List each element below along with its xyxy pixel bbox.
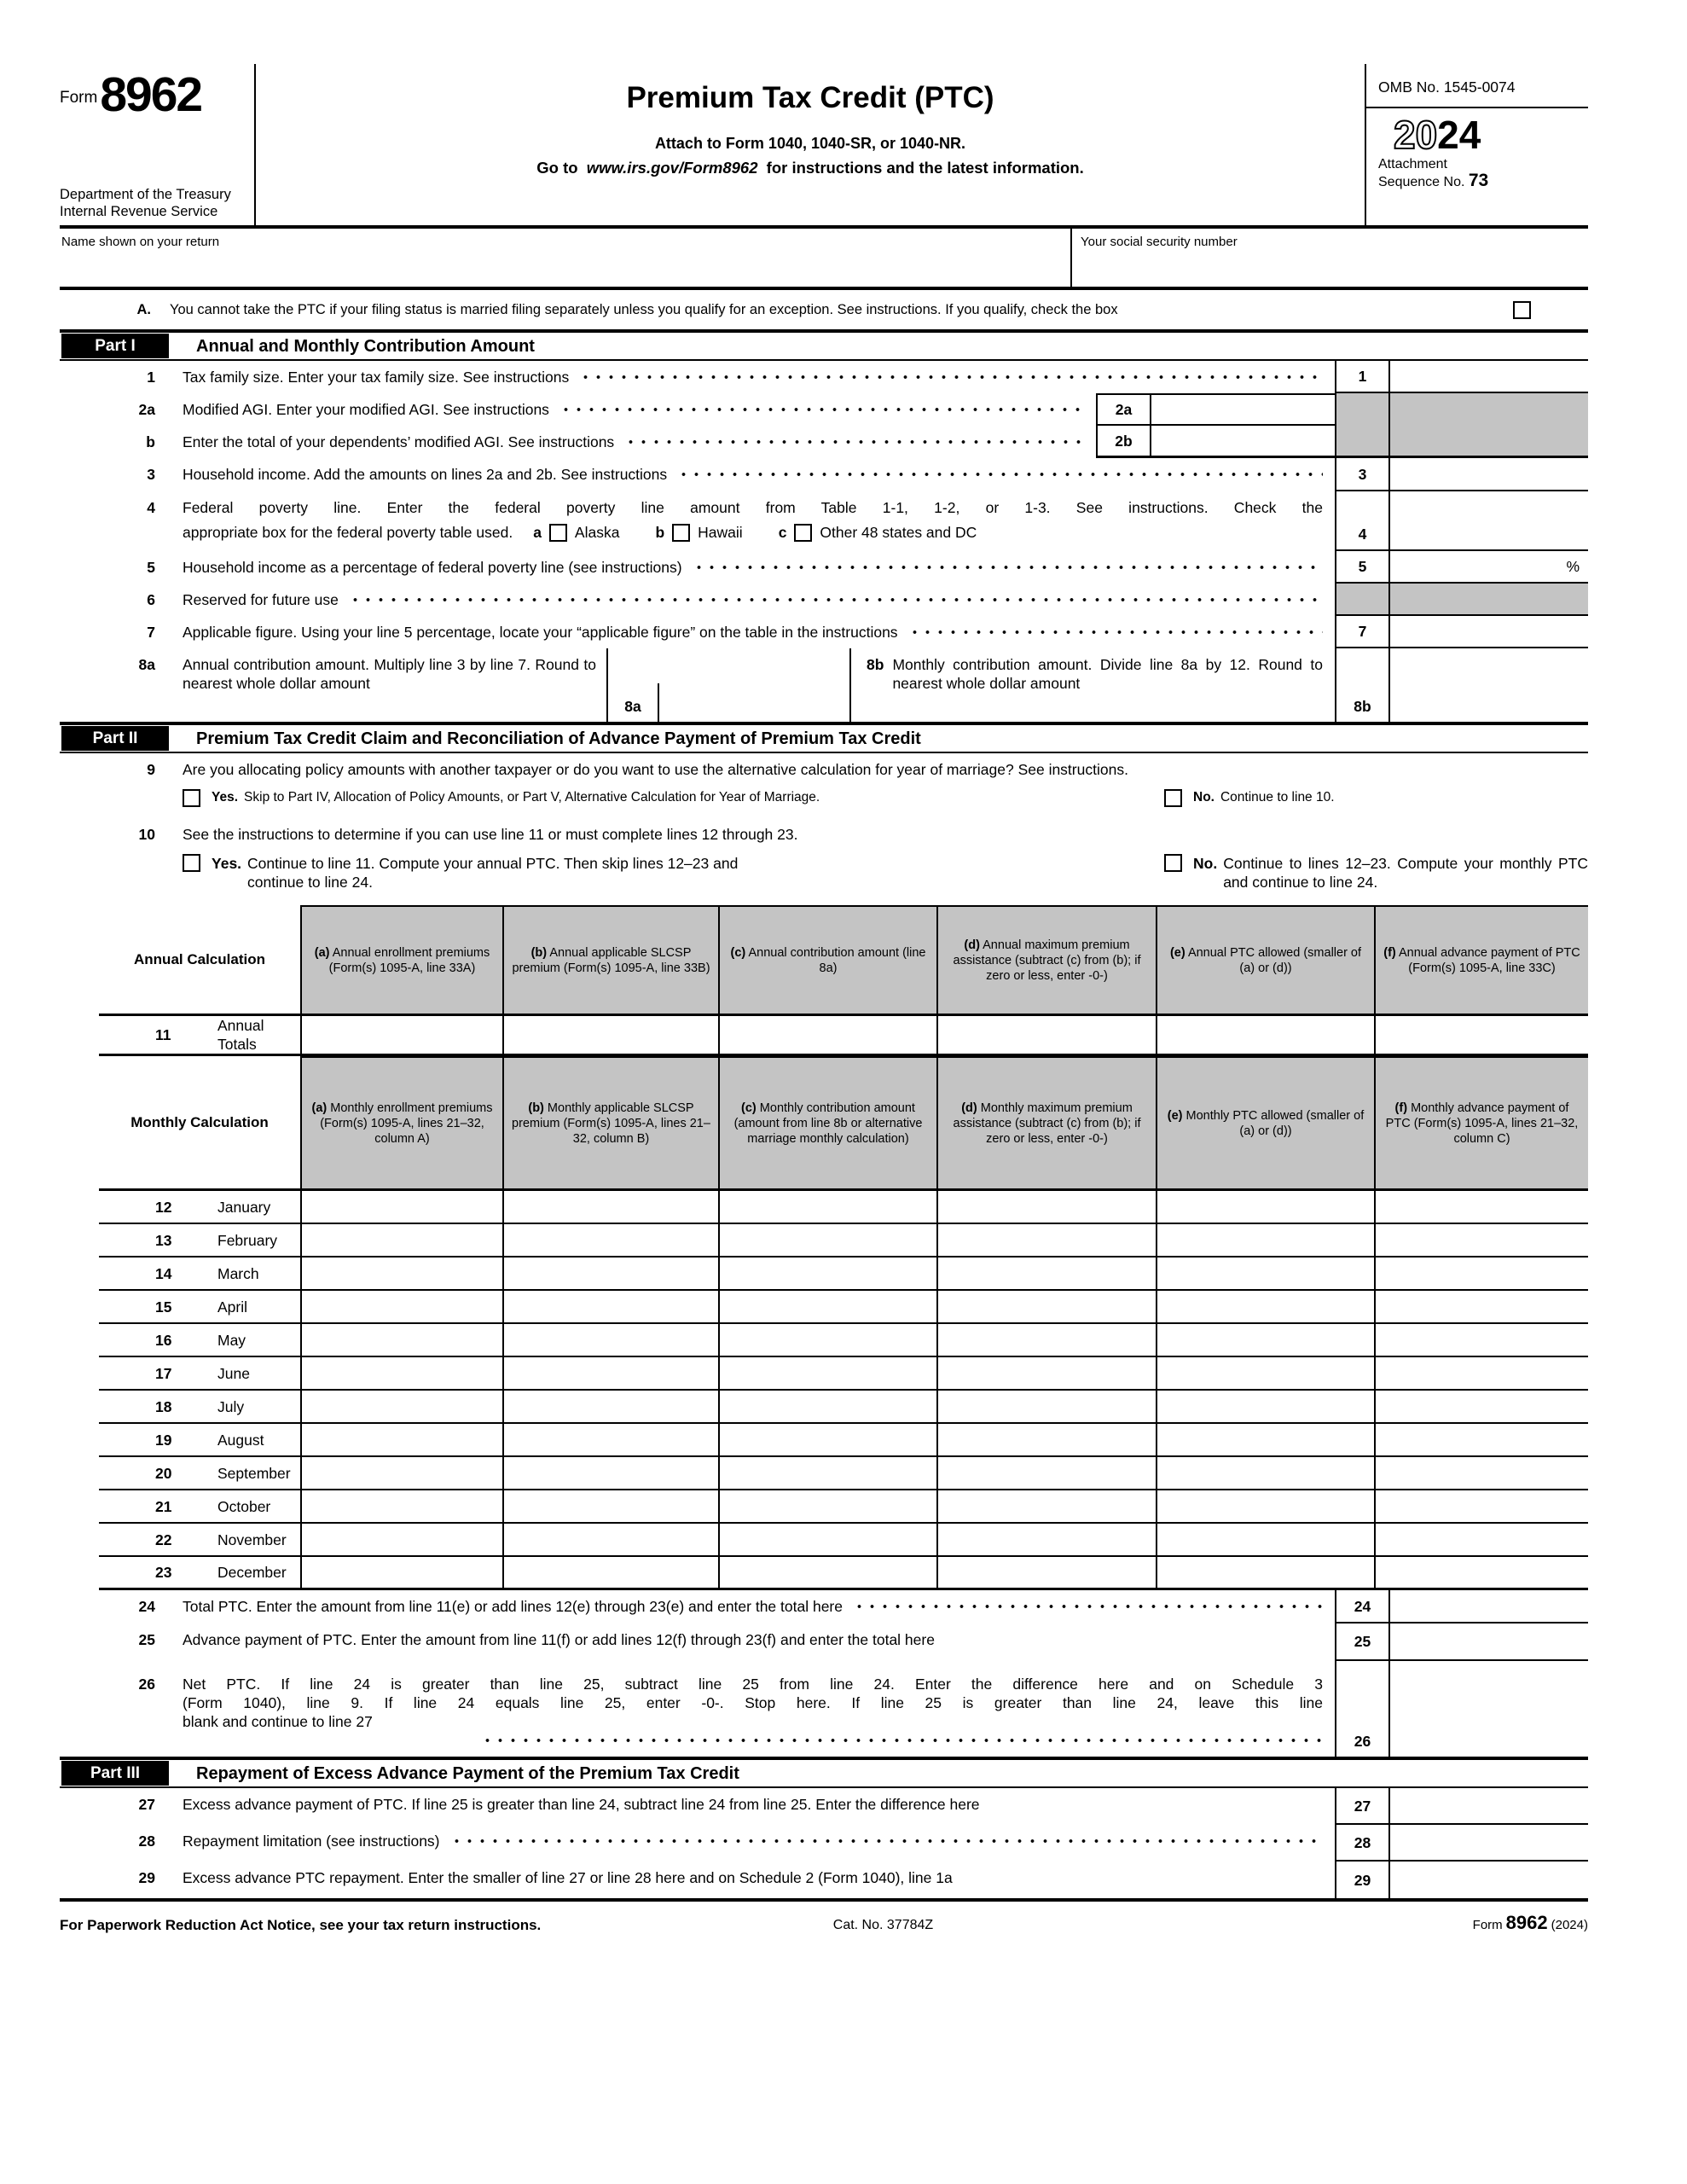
line-1-text: Tax family size. Enter your tax family size. See instructions [183, 369, 570, 386]
annual-cell-f[interactable] [1374, 1016, 1588, 1054]
table-cell[interactable] [718, 1291, 936, 1322]
line-9-yes-text: Skip to Part IV, Allocation of Policy Amounts, or Part V, Alternative Calculation for Year of Marriage. [244, 790, 820, 804]
part3-lines [60, 1788, 1588, 1902]
table-cell[interactable] [300, 1424, 502, 1455]
table-cell[interactable] [718, 1557, 936, 1588]
table-cell[interactable] [502, 1490, 718, 1522]
table-cell[interactable] [718, 1457, 936, 1489]
table-cell[interactable] [1374, 1291, 1588, 1322]
table-cell[interactable] [936, 1324, 1156, 1356]
line-1-boxlabel: 1 [1335, 361, 1390, 393]
line-9-no-checkbox[interactable] [1164, 789, 1182, 807]
line-4-text-1: Federal poverty line. Enter the federal poverty line amount from Table 1-1, 1-2, or 1-3. See instructions. Check the [183, 499, 1323, 516]
dot-leader [853, 1597, 1323, 1616]
part2-label: Part II [61, 726, 169, 751]
table-cell[interactable] [718, 1224, 936, 1256]
table-cell[interactable] [300, 1258, 502, 1289]
line-5-boxlabel: 5 [1335, 551, 1390, 584]
married-filing-separately-exception-checkbox[interactable] [1513, 301, 1531, 319]
dot-leader [908, 623, 1323, 642]
line-8a-entry[interactable] [658, 648, 851, 722]
name-input[interactable] [61, 252, 1070, 287]
line-4-text-2: appropriate box for the federal poverty table used. [183, 524, 513, 541]
table-cell[interactable] [300, 1191, 502, 1223]
other-48-states-label: Other 48 states and DC [820, 524, 977, 541]
goto-prefix: Go to [536, 159, 578, 177]
line-6-shaded [1335, 584, 1390, 616]
line-7-entry[interactable] [1390, 616, 1588, 648]
table-cell[interactable] [1156, 1224, 1374, 1256]
dot-leader [677, 465, 1323, 484]
annual-col-a-header: (a) Annual enrollment premiums (Form(s) 1095-A, line 33A) [300, 905, 502, 1014]
line-9-yes-checkbox[interactable] [183, 789, 200, 807]
table-cell[interactable] [1156, 1291, 1374, 1322]
line-29-boxlabel: 29 [1335, 1862, 1390, 1898]
table-cell[interactable] [936, 1524, 1156, 1555]
line-25-entry[interactable] [1390, 1623, 1588, 1661]
line-4-entry[interactable] [1390, 491, 1588, 551]
form-number: 8962 [100, 67, 202, 122]
tax-year: 2024 [1394, 113, 1481, 157]
line-8b-number: 8b [867, 656, 884, 673]
form-word: Form [60, 89, 98, 107]
month-row-september: 20 September [99, 1457, 1588, 1490]
table-cell[interactable] [1156, 1357, 1374, 1389]
line-4: 4 Federal poverty line. Enter the federal poverty line amount from Table 1-1, 1-2, or 1-3. See instructions. Check the appropriate box for the federal poverty table used. a Alaska b Hawaii c Other 48 states and DC 4 [60, 491, 1588, 551]
table-cell[interactable] [300, 1391, 502, 1422]
line-26-text-3: blank and continue to line 27 [183, 1713, 373, 1730]
month-row-august: 19 August [99, 1424, 1588, 1457]
line-24-text: Total PTC. Enter the amount from line 11(e) or add lines 12(e) through 23(e) and enter the total here [183, 1598, 843, 1615]
dot-leader [693, 558, 1323, 577]
monthly-col-e-header: (e) Monthly PTC allowed (smaller of (a) or (d)) [1156, 1056, 1374, 1188]
monthly-col-d-header: (d) Monthly maximum premium assistance (subtract (c) from (b); if zero or less, enter -0-) [936, 1056, 1156, 1188]
table-cell[interactable] [718, 1490, 936, 1522]
month-row-june: 17 June [99, 1357, 1588, 1391]
table-cell[interactable] [936, 1224, 1156, 1256]
annual-totals-label: Annual Totals [217, 1017, 264, 1053]
month-row-february: 13 February [99, 1224, 1588, 1258]
attach-instruction: Attach to Form 1040, 1040-SR, or 1040-NR. [654, 135, 966, 152]
part1-header [60, 329, 1588, 361]
monthly-col-c-header: (c) Monthly contribution amount (amount from line 8b or alternative marriage monthly calculation) [718, 1056, 936, 1188]
line-3-text: Household income. Add the amounts on lines 2a and 2b. See instructions [183, 466, 668, 483]
line-8: 8a Annual contribution amount. Multiply line 3 by line 7. Round to nearest whole dollar amount 8a 8b Monthly contribution amount. Divide line 8a by 12. Round to nearest whole dollar amount 8b [60, 648, 1588, 722]
table-cell[interactable] [718, 1324, 936, 1356]
table-cell[interactable] [300, 1224, 502, 1256]
annual-table-header [99, 905, 1588, 1016]
line-25: 25 Advance payment of PTC. Enter the amount from line 11(f) or add lines 12(f) through 23(f) and enter the total here 25 [60, 1623, 1588, 1661]
table-cell[interactable] [1156, 1324, 1374, 1356]
table-cell[interactable] [1374, 1258, 1588, 1289]
dot-leader [624, 433, 1084, 451]
annual-col-e-header: (e) Annual PTC allowed (smaller of (a) or (d)) [1156, 905, 1374, 1014]
line-26: 26 Net PTC. If line 24 is greater than line 25, subtract line 25 from line 24. Enter the difference here and on Schedule 3 (Form 1040), line 9. If line 24 equals line 25, enter -0-. Stop here. If line 25 is greater than line 24, leave this line blank and continue to line 27 26 [60, 1661, 1588, 1757]
line-7-boxlabel: 7 [1335, 616, 1390, 648]
part2-title: Premium Tax Credit Claim and Reconciliation of Advance Payment of Premium Tax Credit [196, 729, 921, 748]
table-cell[interactable] [1156, 1457, 1374, 1489]
dot-leader [559, 400, 1084, 419]
catalog-number: Cat. No. 37784Z [832, 1918, 934, 1932]
option-c-letter: c [778, 524, 787, 541]
table-cell[interactable] [300, 1524, 502, 1555]
line-29: 29 Excess advance PTC repayment. Enter the smaller of line 27 or line 28 here and on Schedule 2 (Form 1040), line 1a 29 [60, 1862, 1588, 1898]
line-28: 28 Repayment limitation (see instructions) 28 [60, 1825, 1588, 1862]
line-27-text: Excess advance payment of PTC. If line 25 is greater than line 24, subtract line 24 from line 25. Enter the difference here [183, 1796, 980, 1813]
table-cell[interactable] [1374, 1557, 1588, 1588]
table-cell[interactable] [936, 1191, 1156, 1223]
line-10: 10 See the instructions to determine if you can use line 11 or must complete lines 12 through 23. [138, 826, 798, 843]
part1-label: Part I [61, 334, 169, 358]
line-9-no-label: No. [1193, 790, 1215, 804]
alaska-checkbox[interactable] [549, 524, 567, 542]
table-cell[interactable] [1156, 1191, 1374, 1223]
line-27-boxlabel: 27 [1335, 1788, 1390, 1825]
line-8a-box [606, 648, 658, 722]
month-row-march: 14 March [99, 1258, 1588, 1291]
table-cell[interactable] [936, 1490, 1156, 1522]
table-cell[interactable] [300, 1490, 502, 1522]
table-cell[interactable] [718, 1391, 936, 1422]
month-row-january: 12 January [99, 1191, 1588, 1224]
option-b-letter: b [655, 524, 665, 541]
line-10-text: See the instructions to determine if you can use line 11 or must complete lines 12 through 23. [183, 826, 798, 843]
part1-title: Annual and Monthly Contribution Amount [196, 336, 535, 356]
ssn-label: Your social security number [1081, 235, 1238, 249]
dept-treasury: Department of the Treasury [60, 187, 231, 202]
dot-leader [349, 590, 1323, 609]
table-cell[interactable] [502, 1557, 718, 1588]
line-10-no-text: Continue to lines 12–23. Compute your monthly PTC and continue to line 24. [1223, 855, 1588, 891]
section-a-letter: A. [136, 302, 151, 317]
table-cell[interactable] [502, 1191, 718, 1223]
line-5: 5 Household income as a percentage of federal poverty line (see instructions) 5 % [60, 551, 1588, 584]
line-8a-text: Annual contribution amount. Multiply line 3 by line 7. Round to nearest whole dollar amount [183, 656, 596, 692]
line-3-boxlabel: 3 [1335, 458, 1390, 491]
percent-sign: % [1566, 558, 1580, 575]
monthly-calculation-label: Monthly Calculation [99, 1056, 300, 1188]
sequence-number: 73 [1468, 171, 1489, 190]
option-a-letter: a [533, 524, 542, 541]
form-title-block [256, 64, 1365, 225]
line-3: 3 Household income. Add the amounts on lines 2a and 2b. See instructions 3 [60, 458, 1588, 491]
line-2a-entry[interactable] [1151, 393, 1335, 426]
taxpayer-info-row [60, 229, 1588, 290]
line-2a-boxlabel: 2a [1096, 393, 1151, 426]
line-27-entry[interactable] [1390, 1788, 1588, 1825]
line-2b-shaded-entry [1390, 426, 1588, 458]
table-cell[interactable] [1156, 1424, 1374, 1455]
omb-number: OMB No. 1545-0074 [1366, 64, 1588, 108]
line-2a-text: Modified AGI. Enter your modified AGI. See instructions [183, 401, 549, 418]
month-row-april: 15 April [99, 1291, 1588, 1324]
table-cell[interactable] [718, 1357, 936, 1389]
line-3-entry[interactable] [1390, 458, 1588, 491]
line-6-shaded-entry [1390, 584, 1588, 616]
ssn-input[interactable] [1081, 252, 1588, 287]
part3-label: Part III [61, 1761, 169, 1786]
line-9-yes-label: Yes. [212, 790, 239, 804]
line-26-entry[interactable] [1390, 1661, 1588, 1757]
line-2b-text: Enter the total of your dependents’ modified AGI. See instructions [183, 433, 615, 450]
table-cell[interactable] [1374, 1457, 1588, 1489]
name-label: Name shown on your return [61, 235, 220, 249]
table-cell[interactable] [936, 1258, 1156, 1289]
table-cell[interactable] [502, 1357, 718, 1389]
line-26-text-2: (Form 1040), line 9. If line 24 equals line 25, enter -0-. Stop here. If line 25 is greater than line 24, leave this line [183, 1694, 1323, 1711]
table-cell[interactable] [1156, 1258, 1374, 1289]
alaska-label: Alaska [574, 524, 620, 541]
line-8b-boxlabel: 8b [1335, 648, 1390, 722]
month-row-october: 21 October [99, 1490, 1588, 1524]
line-1-entry[interactable] [1390, 361, 1588, 393]
table-cell[interactable] [502, 1424, 718, 1455]
line-28-boxlabel: 28 [1335, 1825, 1390, 1862]
table-cell[interactable] [300, 1557, 502, 1588]
line-9: 9 Are you allocating policy amounts with another taxpayer or do you want to use the alternative calculation for year of marriage? See instructions. [147, 761, 1128, 778]
table-cell[interactable] [718, 1424, 936, 1455]
line-9-text: Are you allocating policy amounts with another taxpayer or do you want to use the alternative calculation for year of marriage? See instructions. [183, 761, 1128, 778]
dot-leader [579, 368, 1323, 386]
line-7-text: Applicable figure. Using your line 5 percentage, locate your “applicable figure” on the table in the instructions [183, 624, 898, 641]
line-5-entry[interactable] [1390, 551, 1588, 584]
month-row-may: 16 May [99, 1324, 1588, 1357]
part3-header [60, 1757, 1588, 1788]
monthly-col-f-header: (f) Monthly advance payment of PTC (Form(s) 1095-A, lines 21–32, column C) [1374, 1056, 1588, 1188]
annual-cell-a[interactable] [300, 1016, 502, 1054]
goto-instruction [256, 159, 1365, 177]
table-cell[interactable] [718, 1258, 936, 1289]
month-row-july: 18 July [99, 1391, 1588, 1424]
table-cell[interactable] [1374, 1524, 1588, 1555]
table-cell[interactable] [1374, 1490, 1588, 1522]
line-24-boxlabel: 24 [1335, 1590, 1390, 1623]
form-number-block [60, 64, 256, 225]
form-header [60, 64, 1588, 229]
monthly-table-header [99, 1056, 1588, 1191]
line-29-entry[interactable] [1390, 1862, 1588, 1898]
calculation-table [99, 905, 1588, 1590]
line-9-options [183, 788, 1588, 807]
table-cell[interactable] [502, 1524, 718, 1555]
table-cell[interactable] [1374, 1357, 1588, 1389]
table-cell[interactable] [1156, 1490, 1374, 1522]
footer-form-id: Form 8962 (2024) [1472, 1912, 1588, 1933]
dept-irs: Internal Revenue Service [60, 204, 218, 219]
line-10-no-label: No. [1193, 855, 1218, 872]
table-cell[interactable] [936, 1391, 1156, 1422]
line-10-yes-text: Continue to line 11. Compute your annual PTC. Then skip lines 12–23 and continue to line 24. [247, 855, 739, 891]
part3-title: Repayment of Excess Advance Payment of the Premium Tax Credit [196, 1763, 739, 1783]
dot-leader [450, 1832, 1323, 1850]
hawaii-label: Hawaii [698, 524, 743, 541]
line-10-options [183, 854, 1588, 892]
month-row-november: 22 November [99, 1524, 1588, 1557]
table-cell[interactable] [502, 1457, 718, 1489]
table-cell[interactable] [1374, 1224, 1588, 1256]
table-cell[interactable] [718, 1524, 936, 1555]
annual-cell-d[interactable] [936, 1016, 1156, 1054]
table-cell[interactable] [1156, 1524, 1374, 1555]
line-5-text: Household income as a percentage of federal poverty line (see instructions) [183, 559, 682, 576]
line-24: 24 Total PTC. Enter the amount from line 11(e) or add lines 12(e) through 23(e) and enter the total here 24 [60, 1590, 1588, 1623]
annual-calculation-label: Annual Calculation [99, 905, 300, 1014]
monthly-col-a-header: (a) Monthly enrollment premiums (Form(s) 1095-A, lines 21–32, column A) [300, 1056, 502, 1188]
line-8a-boxlabel: 8a [624, 698, 641, 715]
table-cell[interactable] [1156, 1391, 1374, 1422]
section-a-text: You cannot take the PTC if your filing status is married filing separately unless you qualify for an exception. See instructions. If you qualify, check the box [170, 302, 1118, 317]
table-cell[interactable] [300, 1457, 502, 1489]
line-10-yes-checkbox[interactable] [183, 854, 200, 872]
table-cell[interactable] [936, 1424, 1156, 1455]
line-9-no-text: Continue to line 10. [1220, 790, 1335, 804]
line-24-entry[interactable] [1390, 1590, 1588, 1623]
line-2a-shaded-entry [1390, 393, 1588, 426]
annual-cell-b[interactable] [502, 1016, 718, 1054]
line-8b-entry[interactable] [1390, 648, 1588, 722]
paperwork-notice: For Paperwork Reduction Act Notice, see your tax return instructions. [60, 1917, 542, 1933]
table-cell[interactable] [936, 1357, 1156, 1389]
annual-col-d-header: (d) Annual maximum premium assistance (subtract (c) from (b); if zero or less, enter -0-) [936, 905, 1156, 1014]
line-2b: b Enter the total of your dependents’ modified AGI. See instructions 2b [60, 426, 1588, 458]
table-cell[interactable] [300, 1291, 502, 1322]
line-10-no-checkbox[interactable] [1164, 854, 1182, 872]
part2-header [60, 722, 1588, 753]
line-2a: 2a Modified AGI. Enter your modified AGI. See instructions 2a [60, 393, 1588, 426]
line-7: 7 Applicable figure. Using your line 5 percentage, locate your “applicable figure” on the table in the instructions 7 [60, 616, 1588, 648]
month-row-december: 23 December [99, 1557, 1588, 1590]
table-cell[interactable] [936, 1291, 1156, 1322]
goto-suffix: for instructions and the latest information. [766, 159, 1084, 177]
table-cell[interactable] [1156, 1557, 1374, 1588]
annual-cell-c[interactable] [718, 1016, 936, 1054]
table-cell[interactable] [1374, 1324, 1588, 1356]
table-cell[interactable] [502, 1258, 718, 1289]
omb-block [1365, 64, 1588, 225]
line-25-text: Advance payment of PTC. Enter the amount from line 11(f) or add lines 12(f) through 23(f) and enter the total here [183, 1631, 935, 1648]
line-26-text-1: Net PTC. If line 24 is greater than line 25, subtract line 25 from line 24. Enter the difference here and on Schedule 3 [183, 1676, 1323, 1693]
annual-col-b-header: (b) Annual applicable SLCSP premium (Form(s) 1095-A, line 33B) [502, 905, 718, 1014]
table-cell[interactable] [718, 1191, 936, 1223]
line-2b-shaded [1335, 426, 1390, 458]
annual-cell-e[interactable] [1156, 1016, 1374, 1054]
line-8b-text: Monthly contribution amount. Divide line 8a by 12. Round to nearest whole dollar amount [892, 656, 1323, 692]
table-cell[interactable] [502, 1391, 718, 1422]
table-cell[interactable] [502, 1224, 718, 1256]
hawaii-checkbox[interactable] [672, 524, 690, 542]
annual-col-f-header: (f) Annual advance payment of PTC (Form(s) 1095-A, line 33C) [1374, 905, 1588, 1014]
line-26-boxlabel: 26 [1335, 1661, 1390, 1757]
table-cell[interactable] [502, 1324, 718, 1356]
page-footer [60, 1902, 1588, 1935]
section-a-row [60, 290, 1588, 329]
line-1: 1 Tax family size. Enter your tax family size. See instructions 1 [60, 361, 1588, 393]
table-cell[interactable] [1374, 1391, 1588, 1422]
table-cell[interactable] [300, 1324, 502, 1356]
line-2b-boxlabel: 2b [1096, 426, 1151, 458]
table-cell[interactable] [502, 1291, 718, 1322]
line-11-row: 11 Annual Totals [99, 1016, 1588, 1056]
table-cell[interactable] [936, 1557, 1156, 1588]
line-6: 6 Reserved for future use [60, 584, 1588, 616]
other-48-states-checkbox[interactable] [794, 524, 812, 542]
table-cell[interactable] [300, 1357, 502, 1389]
line-29-text: Excess advance PTC repayment. Enter the smaller of line 27 or line 28 here and on Schedule 2 (Form 1040), line 1a [183, 1869, 953, 1886]
line-27: 27 Excess advance payment of PTC. If line 25 is greater than line 24, subtract line 24 from line 25. Enter the difference here 27 [60, 1788, 1588, 1825]
irs-url-link[interactable]: www.irs.gov/Form8962 [586, 159, 758, 177]
line-28-text: Repayment limitation (see instructions) [183, 1833, 440, 1850]
dot-leader [481, 1731, 1323, 1750]
line-4-boxlabel: 4 [1335, 491, 1390, 551]
line-28-entry[interactable] [1390, 1825, 1588, 1862]
line-2a-shaded [1335, 393, 1390, 426]
table-cell[interactable] [1374, 1191, 1588, 1223]
annual-col-c-header: (c) Annual contribution amount (line 8a) [718, 905, 936, 1014]
line-2b-entry[interactable] [1151, 426, 1335, 458]
monthly-col-b-header: (b) Monthly applicable SLCSP premium (Form(s) 1095-A, lines 21–32, column B) [502, 1056, 718, 1188]
line-25-boxlabel: 25 [1335, 1623, 1390, 1661]
page-title: Premium Tax Credit (PTC) [626, 81, 994, 114]
line-10-yes-label: Yes. [212, 855, 242, 872]
table-cell[interactable] [936, 1457, 1156, 1489]
table-cell[interactable] [1374, 1424, 1588, 1455]
line-6-text: Reserved for future use [183, 591, 339, 608]
attachment-sequence: Attachment Sequence No. 73 [1378, 157, 1489, 190]
